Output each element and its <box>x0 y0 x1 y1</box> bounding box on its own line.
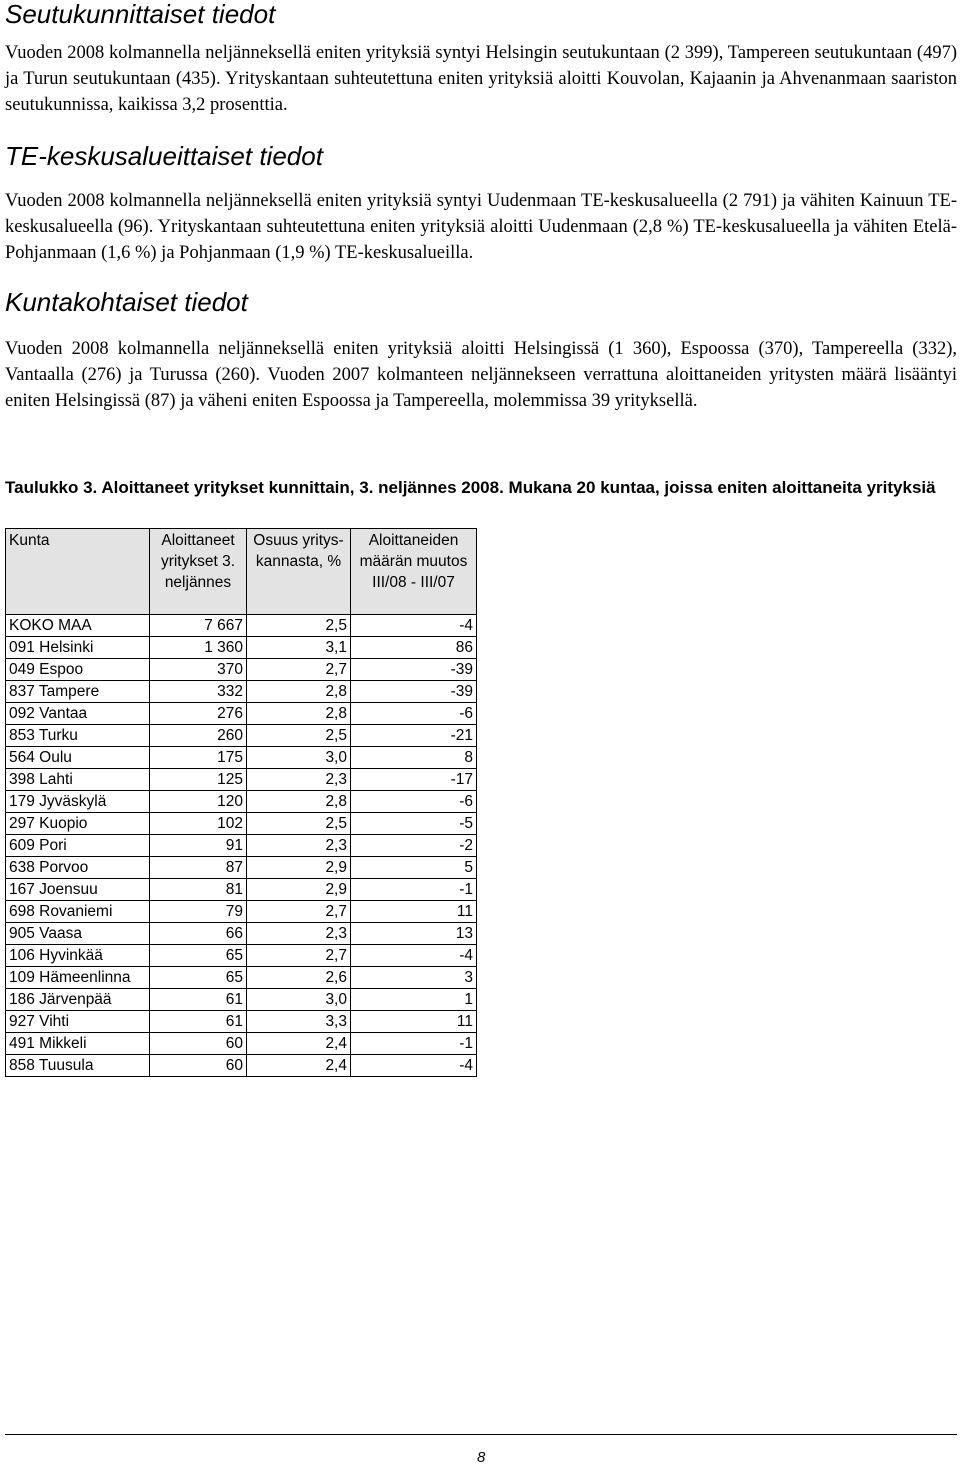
cell-started: 61 <box>150 1011 247 1033</box>
cell-municipality: 109 Hämeenlinna <box>6 967 150 989</box>
cell-change: -39 <box>351 659 477 681</box>
cell-change: -21 <box>351 725 477 747</box>
cell-share: 2,8 <box>247 681 351 703</box>
cell-change: -5 <box>351 813 477 835</box>
cell-share: 2,3 <box>247 835 351 857</box>
cell-share: 2,5 <box>247 615 351 637</box>
cell-share: 3,3 <box>247 1011 351 1033</box>
cell-municipality: 186 Järvenpää <box>6 989 150 1011</box>
table-row <box>6 615 477 637</box>
cell-municipality: 179 Jyväskylä <box>6 791 150 813</box>
cell-started: 260 <box>150 725 247 747</box>
column-header-started: Aloittaneet yritykset 3. neljännes <box>150 529 247 615</box>
table-row <box>6 747 477 769</box>
cell-started: 91 <box>150 835 247 857</box>
cell-share: 3,0 <box>247 747 351 769</box>
cell-share: 2,3 <box>247 769 351 791</box>
cell-started: 60 <box>150 1033 247 1055</box>
table-row <box>6 725 477 747</box>
cell-share: 2,4 <box>247 1033 351 1055</box>
cell-started: 61 <box>150 989 247 1011</box>
table-row <box>6 1033 477 1055</box>
cell-share: 2,5 <box>247 725 351 747</box>
table-header-row <box>6 529 477 615</box>
cell-change: 1 <box>351 989 477 1011</box>
cell-municipality: 106 Hyvinkää <box>6 945 150 967</box>
cell-started: 125 <box>150 769 247 791</box>
cell-municipality: 609 Pori <box>6 835 150 857</box>
cell-started: 332 <box>150 681 247 703</box>
cell-municipality: 398 Lahti <box>6 769 150 791</box>
cell-change: -4 <box>351 615 477 637</box>
cell-share: 2,8 <box>247 703 351 725</box>
table-row <box>6 1011 477 1033</box>
cell-municipality: 091 Helsinki <box>6 637 150 659</box>
cell-change: 8 <box>351 747 477 769</box>
cell-municipality: 698 Rovaniemi <box>6 901 150 923</box>
section-text-te-centre: Vuoden 2008 kolmannella neljänneksellä eniten yrityksiä syntyi Uudenmaan TE-keskusalueella (2 791) ja vähiten Kainuun TE-keskusalueella (96). Yrityskantaan suhteutettuna eniten yrityksiä aloitti Uudenmaan (2,8 %) TE-keskusalueella ja vähiten Etelä-Pohjanmaan (1,6 %) ja Pohjanmaan (1,9 %) TE-keskusalueilla. <box>5 191 957 263</box>
cell-started: 65 <box>150 967 247 989</box>
cell-change: -4 <box>351 945 477 967</box>
cell-started: 102 <box>150 813 247 835</box>
table-row <box>6 637 477 659</box>
cell-started: 81 <box>150 879 247 901</box>
cell-started: 120 <box>150 791 247 813</box>
table-row <box>6 989 477 1011</box>
cell-started: 87 <box>150 857 247 879</box>
cell-municipality: 905 Vaasa <box>6 923 150 945</box>
cell-change: 5 <box>351 857 477 879</box>
table-row <box>6 791 477 813</box>
cell-started: 7 667 <box>150 615 247 637</box>
cell-started: 1 360 <box>150 637 247 659</box>
cell-municipality: 858 Tuusula <box>6 1055 150 1077</box>
table-row <box>6 835 477 857</box>
cell-change: -4 <box>351 1055 477 1077</box>
column-header-municipality: Kunta <box>6 529 150 615</box>
cell-change: -39 <box>351 681 477 703</box>
cell-municipality: 491 Mikkeli <box>6 1033 150 1055</box>
cell-started: 175 <box>150 747 247 769</box>
cell-municipality: 638 Porvoo <box>6 857 150 879</box>
cell-started: 60 <box>150 1055 247 1077</box>
cell-started: 79 <box>150 901 247 923</box>
cell-started: 65 <box>150 945 247 967</box>
cell-municipality: 167 Joensuu <box>6 879 150 901</box>
cell-share: 2,7 <box>247 901 351 923</box>
cell-change: 11 <box>351 1011 477 1033</box>
cell-change: -2 <box>351 835 477 857</box>
cell-municipality: 927 Vihti <box>6 1011 150 1033</box>
table-row <box>6 1055 477 1077</box>
cell-share: 2,6 <box>247 967 351 989</box>
section-text-municipal: Vuoden 2008 kolmannella neljänneksellä eniten yrityksiä aloitti Helsingissä (1 360), Espoossa (370), Tampereella (332), Vantaalla (276) ja Turussa (260). Vuoden 2007 kolmanteen neljännekseen verrattuna aloittaneiden yritysten määrä lisääntyi eniten Helsingissä (87) ja väheni eniten Espoossa ja Tampereella, molemmissa 39 yrityksellä. <box>5 339 957 411</box>
cell-share: 2,7 <box>247 659 351 681</box>
table-row <box>6 813 477 835</box>
cell-change: 3 <box>351 967 477 989</box>
table-row <box>6 769 477 791</box>
cell-share: 2,9 <box>247 879 351 901</box>
footer-divider <box>5 1434 957 1435</box>
cell-municipality: 297 Kuopio <box>6 813 150 835</box>
cell-share: 2,8 <box>247 791 351 813</box>
table-caption: Taulukko 3. Aloittaneet yritykset kunnittain, 3. neljännes 2008. Mukana 20 kuntaa, joissa eniten aloittaneita yrityksiä <box>5 478 936 497</box>
table-row <box>6 879 477 901</box>
cell-change: 13 <box>351 923 477 945</box>
table-row <box>6 945 477 967</box>
cell-share: 2,5 <box>247 813 351 835</box>
cell-change: 11 <box>351 901 477 923</box>
cell-municipality: 049 Espoo <box>6 659 150 681</box>
section-heading-municipal: Kuntakohtaiset tiedot <box>5 287 248 317</box>
cell-municipality: 853 Turku <box>6 725 150 747</box>
table-row <box>6 681 477 703</box>
table-body <box>6 615 477 1077</box>
cell-change: -6 <box>351 791 477 813</box>
cell-municipality: KOKO MAA <box>6 615 150 637</box>
cell-share: 3,1 <box>247 637 351 659</box>
cell-change: -1 <box>351 1033 477 1055</box>
section-heading-regional: Seutukunnittaiset tiedot <box>5 0 276 29</box>
table-row <box>6 901 477 923</box>
cell-share: 2,3 <box>247 923 351 945</box>
section-heading-te-centre: TE-keskusalueittaiset tiedot <box>5 141 323 171</box>
section-text-regional: Vuoden 2008 kolmannella neljänneksellä eniten yrityksiä syntyi Helsingin seutukuntaan (2 399), Tampereen seutukuntaan (497) ja Turun seutukuntaan (435). Yrityskantaan suhteutettuna eniten yrityksiä aloitti Kouvolan, Kajaanin ja Ahvenanmaan saariston seutukunnissa, kaikissa 3,2 prosenttia. <box>5 43 957 115</box>
column-header-share: Osuus yritys-kannasta, % <box>247 529 351 615</box>
cell-municipality: 564 Oulu <box>6 747 150 769</box>
cell-share: 3,0 <box>247 989 351 1011</box>
cell-change: -6 <box>351 703 477 725</box>
cell-share: 2,9 <box>247 857 351 879</box>
cell-started: 276 <box>150 703 247 725</box>
cell-started: 370 <box>150 659 247 681</box>
municipality-table <box>5 528 477 1077</box>
table-row <box>6 659 477 681</box>
page-number: 8 <box>477 1449 486 1466</box>
cell-started: 66 <box>150 923 247 945</box>
table-row <box>6 857 477 879</box>
cell-municipality: 092 Vantaa <box>6 703 150 725</box>
cell-municipality: 837 Tampere <box>6 681 150 703</box>
cell-share: 2,7 <box>247 945 351 967</box>
table-row <box>6 703 477 725</box>
table-row <box>6 923 477 945</box>
table-row <box>6 967 477 989</box>
cell-change: -1 <box>351 879 477 901</box>
column-header-change: Aloittaneiden määrän muutos III/08 - III/07 <box>351 529 477 615</box>
cell-share: 2,4 <box>247 1055 351 1077</box>
cell-change: -17 <box>351 769 477 791</box>
cell-change: 86 <box>351 637 477 659</box>
